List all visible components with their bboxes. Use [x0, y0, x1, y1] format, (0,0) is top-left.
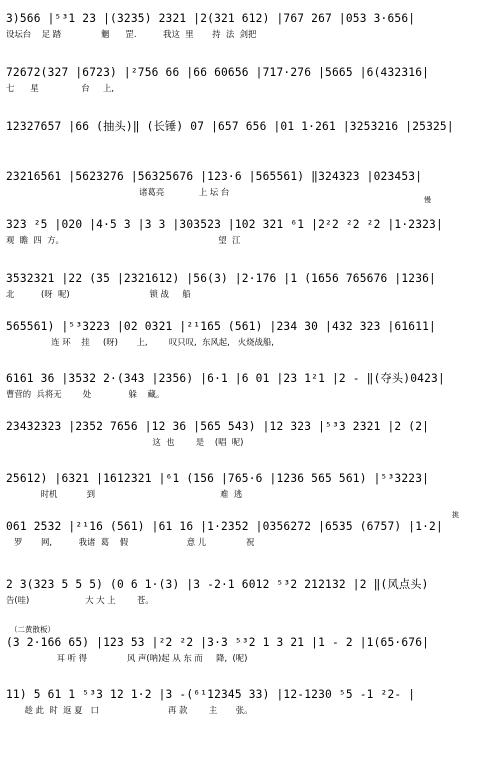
notation-line: 72672(327 |6723) |²756 66 |66 60656 |717·276 |5665 |6(432316| — [6, 66, 430, 79]
tempo-annotation: 慢 — [424, 196, 431, 204]
notation-line: 12327657 |66 (抽头)‖ (长锤) 07 |657 656 |01 1·261 |3253216 |25325| — [6, 120, 454, 133]
lyric-line: 耳 听 得 风 声(呐)起 从 东 而 降, (呢) — [6, 653, 248, 663]
section-label: （二黄散板） — [10, 625, 55, 634]
lyric-line: 时机 到 难 逃 — [6, 489, 243, 499]
lyric-line: 罗 网, 我诸 葛 假 意 儿 祝 — [6, 537, 255, 547]
notation-line: 061 2532 |²¹16 (561) |61 16 |1·2352 |0356272 |6535 (6757) |1·2| — [6, 520, 443, 533]
notation-line: 6161 36 |3532 2·(343 |2356) |6·1 |6 01 |23 1²1 |2 - ‖(夺头)0423| — [6, 372, 445, 385]
notation-line: 565561) |⁵³3223 |02 0321 |²¹165 (561) |234 30 |432 323 |61611| — [6, 320, 436, 333]
notation-line: 11) 5 61 1 ⁵³3 12 1·2 |3 -(⁶¹12345 33) |12-1230 ⁵5 -1 ²2- | — [6, 688, 416, 701]
lyric-line: 设坛台 足 踏 魍 罡. 我这 里 持 法 剑把 — [6, 29, 257, 39]
lyric-line: 告(哇) 大 大 上 苍。 — [6, 595, 154, 605]
notation-line: 23432323 |2352 7656 |12 36 |565 543) |12 323 |⁵³3 2321 |2 (2| — [6, 420, 430, 433]
ornament-annotation: 挑 — [452, 511, 459, 519]
notation-line: 25612) |6321 |1612321 |⁶1 (156 |765·6 |1236 565 561) |⁵³3223| — [6, 472, 430, 485]
lyric-line: 曹营的 兵将无 处 躲 藏。 — [6, 389, 165, 399]
notation-line: 23216561 |5623276 |56325676 |123·6 |565561) ‖324323 |023453| — [6, 170, 423, 183]
lyric-line: 观 瞻 四 方。 望 江 — [6, 235, 241, 245]
lyric-line: 北 (呀 呢) 锁 战 船 — [6, 289, 191, 299]
lyric-line: 这 也 是 (唱 呢) — [6, 437, 244, 447]
lyric-line: 连 环 挂 (呀) 上, 叹只叹, 东风起, 火烧战船, — [6, 337, 274, 347]
lyric-line: 趁 此 时 返 夏 口 再 款 主 张。 — [6, 705, 253, 715]
notation-line: 3532321 |22 (35 |2321612) |56(3) |2·176 |1 (1656 765676 |1236| — [6, 272, 436, 285]
notation-line: (3 2·166 65) |123 53 |²2 ²2 |3·3 ⁵³2 1 3 21 |1 - 2 |1(65·676| — [6, 636, 430, 649]
lyric-line: 诸葛亮 上 坛 台 — [6, 187, 230, 197]
notation-line: 2 3(323 5 5 5) (0 6 1·(3) |3 -2·1 6012 ⁵³2 212132 |2 ‖(风点头) — [6, 578, 429, 591]
notation-line: 3)566 |⁵³1 23 |(3235) 2321 |2(321 612) |767 267 |053 3·656| — [6, 12, 416, 25]
lyric-line: 七 星 台 上, — [6, 83, 115, 93]
notation-line: 323 ²5 |020 |4·5 3 |3 3 |303523 |102 321 ⁶1 |2²2 ²2 ²2 |1·2323| — [6, 218, 443, 231]
